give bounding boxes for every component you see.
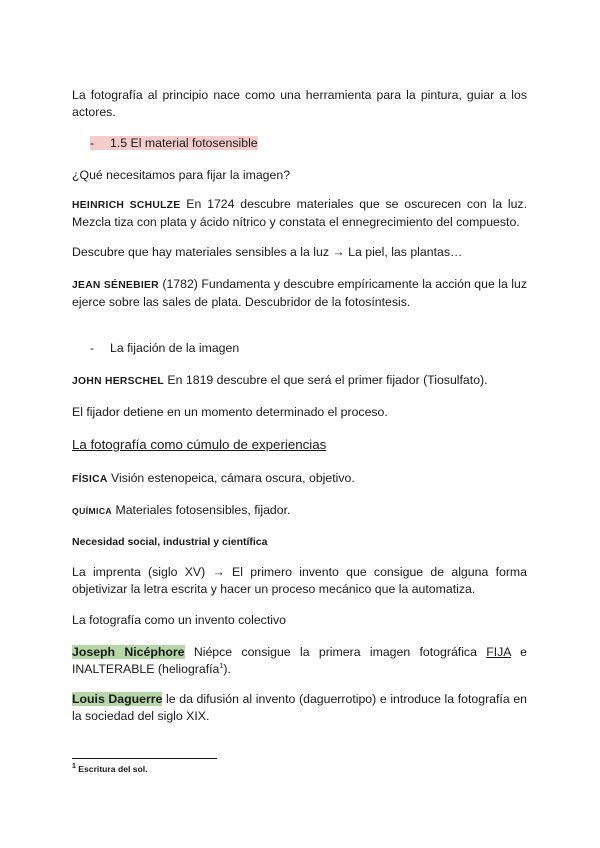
fixer-text: El fijador detiene en un momento determinado el proceso. xyxy=(72,405,388,419)
niepce-text-b: e INALTERABLE (heliografía xyxy=(72,645,527,676)
bullet-dash: - xyxy=(90,341,95,355)
schulze-paragraph xyxy=(72,196,527,231)
fixation-title: La fijación de la imagen xyxy=(110,341,240,355)
footnote-text: Escritura del sol. xyxy=(75,764,148,774)
schulze-text: En 1724 descubre materiales que se oscurecen con la luz. Mezcla tiza con plata y ácido nítrico y constata el ennegrecimiento del compuesto. xyxy=(72,197,527,229)
section-15-title: 1.5 El material fotosensible xyxy=(110,136,258,150)
fixation-bullet xyxy=(90,340,527,357)
necesidad-heading: Necesidad social, industrial y científica xyxy=(72,536,268,548)
collective-text: La fotografía como un invento colectivo xyxy=(72,613,286,627)
sensitive-text: Descubre que hay materiales sensibles a la luz → La piel, las plantas… xyxy=(72,245,463,259)
collective-paragraph xyxy=(72,612,527,629)
section-15-bullet xyxy=(90,135,527,152)
herschel-text: En 1819 descubre el que será el primer fijador (Tiosulfato). xyxy=(164,373,488,387)
intro-text: La fotografía al principio nace como una herramienta para la pintura, guiar a los actores. xyxy=(72,88,527,119)
quimica-text: Materiales fotosensibles, fijador. xyxy=(112,503,291,517)
quimica-paragraph xyxy=(72,502,527,520)
fisica-label: FÍSICA xyxy=(72,474,108,485)
intro-paragraph xyxy=(72,87,527,121)
footnote-ref: 1 xyxy=(219,662,224,670)
senebier-text: (1782) Fundamenta y descubre empíricamente la acción que la luz ejerce sobre las sales de plata. Descubridor de la fotosíntesis. xyxy=(72,277,527,309)
senebier-paragraph xyxy=(72,276,527,311)
quimica-label: QUÍMICA xyxy=(72,506,113,516)
fisica-text: Visión estenopeica, cámara oscura, objetivo. xyxy=(107,471,355,485)
imprenta-paragraph xyxy=(72,564,527,598)
section-15-highlight xyxy=(90,136,258,150)
herschel-paragraph xyxy=(72,372,527,390)
herschel-name: JOHN HERSCHEL xyxy=(72,376,165,387)
daguerre-name: Louis Daguerre xyxy=(72,692,163,706)
experiences-heading: La fotografía como cúmulo de experiencias xyxy=(72,437,327,452)
daguerre-text: le da difusión al invento (daguerrotipo) e introduce la fotografía en la sociedad del siglo XIX. xyxy=(72,692,527,723)
schulze-name: HEINRICH SCHULZE xyxy=(72,200,181,211)
fixer-paragraph xyxy=(72,404,527,421)
niepce-text-a: Niépce consigue la primera imagen fotográfica xyxy=(184,645,487,659)
fija-word: FIJA xyxy=(486,645,511,659)
niepce-text-c: ). xyxy=(223,662,231,676)
footnote-mark: 1 xyxy=(72,763,76,771)
footnote xyxy=(72,764,148,774)
bullet-dash: - xyxy=(90,136,95,150)
sensitive-paragraph xyxy=(72,244,527,261)
experiences-heading-block xyxy=(72,436,527,454)
necesidad-heading-block xyxy=(72,533,527,551)
imprenta-text: La imprenta (siglo XV) → El primero invento que consigue de alguna forma objetivizar la letra escrita y hacer un proceso mecánico que la automatiza. xyxy=(72,565,527,596)
fisica-paragraph xyxy=(72,470,527,488)
daguerre-paragraph xyxy=(72,691,527,725)
niepce-name: Joseph Nicéphore xyxy=(72,645,185,659)
footnote-separator xyxy=(72,758,217,759)
question-paragraph xyxy=(72,167,527,184)
niepce-paragraph xyxy=(72,644,527,678)
senebier-name: JEAN SÉNEBIER xyxy=(72,280,159,291)
question-text: ¿Qué necesitamos para fijar la imagen? xyxy=(72,168,291,182)
